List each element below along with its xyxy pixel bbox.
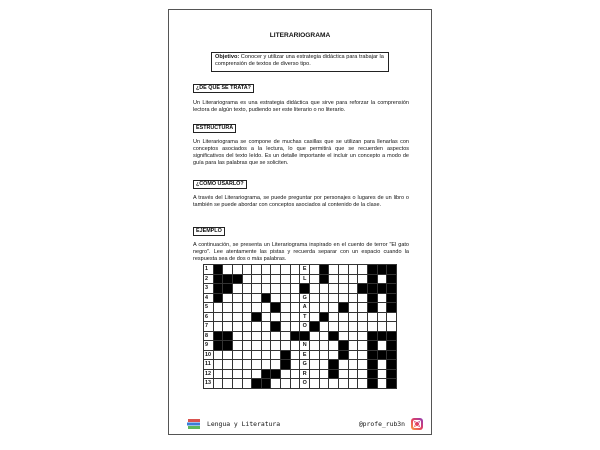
grid-blank-cell[interactable] xyxy=(348,331,358,341)
grid-black-cell xyxy=(387,331,397,341)
grid-blank-cell[interactable] xyxy=(232,284,242,294)
grid-blank-cell[interactable] xyxy=(261,331,271,341)
grid-blank-cell[interactable] xyxy=(271,360,281,370)
grid-black-cell xyxy=(271,322,281,332)
grid-blank-cell[interactable] xyxy=(223,303,233,313)
grid-blank-cell[interactable] xyxy=(290,369,300,379)
grid-blank-cell[interactable] xyxy=(242,341,252,351)
grid-blank-cell[interactable] xyxy=(232,369,242,379)
grid-blank-cell[interactable] xyxy=(290,322,300,332)
grid-blank-cell[interactable] xyxy=(338,360,348,370)
grid-blank-cell[interactable] xyxy=(242,360,252,370)
grid-black-cell xyxy=(223,331,233,341)
grid-row xyxy=(204,331,397,341)
grid-row-number: 6 xyxy=(204,312,214,322)
grid-blank-cell[interactable] xyxy=(290,274,300,284)
grid-blank-cell[interactable] xyxy=(213,350,223,360)
grid-blank-cell[interactable] xyxy=(213,369,223,379)
grid-black-cell xyxy=(261,293,271,303)
grid-black-cell xyxy=(223,341,233,351)
grid-blank-cell[interactable] xyxy=(213,303,223,313)
grid-blank-cell[interactable] xyxy=(329,379,339,389)
grid-black-cell xyxy=(310,322,320,332)
grid-blank-cell[interactable] xyxy=(348,341,358,351)
grid-blank-cell[interactable] xyxy=(252,274,262,284)
grid-blank-cell[interactable] xyxy=(377,360,387,370)
grid-blank-cell[interactable] xyxy=(223,360,233,370)
grid-blank-cell[interactable] xyxy=(358,312,368,322)
grid-blank-cell[interactable] xyxy=(319,284,329,294)
grid-row xyxy=(204,284,397,294)
grid-blank-cell[interactable] xyxy=(261,274,271,284)
grid-blank-cell[interactable] xyxy=(213,360,223,370)
grid-blank-cell[interactable] xyxy=(223,312,233,322)
grid-blank-cell[interactable] xyxy=(387,322,397,332)
instagram-icon[interactable] xyxy=(411,418,423,430)
grid-blank-cell[interactable] xyxy=(310,331,320,341)
grid-blank-cell[interactable] xyxy=(358,350,368,360)
grid-black-cell xyxy=(387,293,397,303)
grid-blank-cell[interactable] xyxy=(281,274,291,284)
grid-blank-cell[interactable] xyxy=(223,322,233,332)
grid-blank-cell[interactable] xyxy=(319,341,329,351)
grid-blank-cell[interactable] xyxy=(377,274,387,284)
grid-row xyxy=(204,265,397,275)
section-heading-estructura: ESTRUCTURA xyxy=(193,124,236,133)
grid-blank-cell[interactable] xyxy=(252,369,262,379)
grid-row-number: 8 xyxy=(204,331,214,341)
grid-row xyxy=(204,369,397,379)
grid-row xyxy=(204,293,397,303)
grid-blank-cell[interactable] xyxy=(329,350,339,360)
grid-black-cell xyxy=(232,274,242,284)
grid-blank-cell[interactable] xyxy=(358,293,368,303)
grid-blank-cell[interactable] xyxy=(348,360,358,370)
grid-black-cell xyxy=(367,331,377,341)
grid-black-cell xyxy=(387,274,397,284)
grid-blank-cell[interactable] xyxy=(310,265,320,275)
grid-guide-cell: L xyxy=(300,274,310,284)
literariograma-grid xyxy=(203,264,397,389)
grid-guide-cell: T xyxy=(300,312,310,322)
grid-black-cell xyxy=(367,265,377,275)
grid-blank-cell[interactable] xyxy=(310,369,320,379)
grid-blank-cell[interactable] xyxy=(271,350,281,360)
grid-blank-cell[interactable] xyxy=(387,312,397,322)
grid-blank-cell[interactable] xyxy=(271,341,281,351)
grid-black-cell xyxy=(377,284,387,294)
grid-blank-cell[interactable] xyxy=(338,322,348,332)
section-body-que-se-trata: Un Literariograma es una estrategia didáctica que sirve para reforzar la comprensión lectora de algún texto, pudiendo ser este literario o no literario. xyxy=(193,100,409,114)
grid-blank-cell[interactable] xyxy=(261,284,271,294)
grid-blank-cell[interactable] xyxy=(329,322,339,332)
grid-black-cell xyxy=(319,312,329,322)
grid-blank-cell[interactable] xyxy=(377,322,387,332)
grid-black-cell xyxy=(367,274,377,284)
grid-blank-cell[interactable] xyxy=(329,293,339,303)
grid-blank-cell[interactable] xyxy=(290,303,300,313)
grid-blank-cell[interactable] xyxy=(338,379,348,389)
grid-blank-cell[interactable] xyxy=(252,284,262,294)
grid-blank-cell[interactable] xyxy=(242,331,252,341)
grid-blank-cell[interactable] xyxy=(271,284,281,294)
objective-text: Conocer y utilizar una estrategia didáctica para trabajar la comprensión de textos de diverso tipo. xyxy=(215,54,384,67)
grid-blank-cell[interactable] xyxy=(232,312,242,322)
grid-black-cell xyxy=(367,360,377,370)
grid-black-cell xyxy=(338,303,348,313)
grid-blank-cell[interactable] xyxy=(281,322,291,332)
grid-black-cell xyxy=(387,341,397,351)
grid-black-cell xyxy=(329,331,339,341)
grid-blank-cell[interactable] xyxy=(261,341,271,351)
grid-row-number: 5 xyxy=(204,303,214,313)
grid-row xyxy=(204,350,397,360)
grid-black-cell xyxy=(367,379,377,389)
grid-black-cell xyxy=(367,303,377,313)
grid-blank-cell[interactable] xyxy=(223,293,233,303)
grid-blank-cell[interactable] xyxy=(290,312,300,322)
section-heading-ejemplo: EJEMPLO xyxy=(193,227,225,236)
footer-left xyxy=(187,418,280,430)
grid-blank-cell[interactable] xyxy=(377,312,387,322)
grid-blank-cell[interactable] xyxy=(223,350,233,360)
grid-blank-cell[interactable] xyxy=(232,265,242,275)
grid-black-cell xyxy=(213,341,223,351)
grid-blank-cell[interactable] xyxy=(329,274,339,284)
grid-black-cell xyxy=(338,350,348,360)
section-heading-como-usarlo: ¿CÓMO USARLO? xyxy=(193,180,247,189)
grid-black-cell xyxy=(377,265,387,275)
grid-row-number: 13 xyxy=(204,379,214,389)
grid-blank-cell[interactable] xyxy=(319,369,329,379)
grid-blank-cell[interactable] xyxy=(242,274,252,284)
grid-blank-cell[interactable] xyxy=(338,284,348,294)
grid-blank-cell[interactable] xyxy=(319,350,329,360)
section-body-como-usarlo: A través del Literariograma, se puede preguntar por personajes o lugares de un libro o también se puede abordar con conceptos asociados al contenido de la clase. xyxy=(193,195,409,209)
grid-black-cell xyxy=(387,284,397,294)
grid-black-cell xyxy=(213,293,223,303)
grid-blank-cell[interactable] xyxy=(310,341,320,351)
grid-row-number: 1 xyxy=(204,265,214,275)
grid-black-cell xyxy=(261,379,271,389)
grid-blank-cell[interactable] xyxy=(232,293,242,303)
footer-subject: Lengua y Literatura xyxy=(207,420,281,428)
grid-black-cell xyxy=(329,369,339,379)
grid-blank-cell[interactable] xyxy=(348,379,358,389)
grid-blank-cell[interactable] xyxy=(338,369,348,379)
section-body-ejemplo: A continuación, se presenta un Literariograma inspirado en el cuento de terror "El gato negro". Lee atentamente las pistas y recuerda separar con un espacio cuando la respuesta sea de dos o más palabras. xyxy=(193,242,409,263)
grid-blank-cell[interactable] xyxy=(252,293,262,303)
grid-row-number: 3 xyxy=(204,284,214,294)
grid-blank-cell[interactable] xyxy=(377,303,387,313)
grid-blank-cell[interactable] xyxy=(213,379,223,389)
grid-black-cell xyxy=(377,350,387,360)
grid-blank-cell[interactable] xyxy=(310,284,320,294)
footer-right xyxy=(359,417,423,431)
grid-blank-cell[interactable] xyxy=(232,360,242,370)
grid-blank-cell[interactable] xyxy=(223,369,233,379)
grid-blank-cell[interactable] xyxy=(329,265,339,275)
grid-blank-cell[interactable] xyxy=(319,331,329,341)
grid-blank-cell[interactable] xyxy=(377,341,387,351)
grid-blank-cell[interactable] xyxy=(310,360,320,370)
grid-guide-cell xyxy=(300,284,310,294)
grid-blank-cell[interactable] xyxy=(310,274,320,284)
grid-black-cell xyxy=(367,369,377,379)
grid-blank-cell[interactable] xyxy=(358,322,368,332)
grid-black-cell xyxy=(319,265,329,275)
grid-blank-cell[interactable] xyxy=(367,312,377,322)
grid-blank-cell[interactable] xyxy=(232,341,242,351)
grid-black-cell xyxy=(213,274,223,284)
grid-black-cell xyxy=(252,379,262,389)
grid-blank-cell[interactable] xyxy=(261,303,271,313)
grid-guide-cell: O xyxy=(300,322,310,332)
grid-blank-cell[interactable] xyxy=(329,341,339,351)
grid-row-number: 9 xyxy=(204,341,214,351)
grid-blank-cell[interactable] xyxy=(290,360,300,370)
grid-blank-cell[interactable] xyxy=(242,312,252,322)
grid-row-number: 12 xyxy=(204,369,214,379)
worksheet-page xyxy=(168,9,432,435)
grid-blank-cell[interactable] xyxy=(348,322,358,332)
grid-blank-cell[interactable] xyxy=(290,265,300,275)
grid-blank-cell[interactable] xyxy=(242,284,252,294)
grid-blank-cell[interactable] xyxy=(358,331,368,341)
grid-black-cell xyxy=(387,360,397,370)
grid-blank-cell[interactable] xyxy=(290,350,300,360)
grid-blank-cell[interactable] xyxy=(319,303,329,313)
grid-blank-cell[interactable] xyxy=(329,312,339,322)
grid-row-number: 7 xyxy=(204,322,214,332)
grid-black-cell xyxy=(387,350,397,360)
grid-guide-cell: E xyxy=(300,265,310,275)
grid-row xyxy=(204,360,397,370)
grid-black-cell xyxy=(271,369,281,379)
grid-guide-cell: E xyxy=(300,350,310,360)
grid-blank-cell[interactable] xyxy=(348,350,358,360)
books-icon xyxy=(187,418,201,430)
grid-row xyxy=(204,274,397,284)
grid-guide-cell: G xyxy=(300,293,310,303)
grid-guide-cell: R xyxy=(300,369,310,379)
grid-black-cell xyxy=(367,350,377,360)
grid-blank-cell[interactable] xyxy=(281,341,291,351)
grid-blank-cell[interactable] xyxy=(281,284,291,294)
grid-blank-cell[interactable] xyxy=(310,303,320,313)
grid-blank-cell[interactable] xyxy=(252,265,262,275)
grid-blank-cell[interactable] xyxy=(319,293,329,303)
grid-blank-cell[interactable] xyxy=(367,322,377,332)
grid-blank-cell[interactable] xyxy=(232,331,242,341)
grid-row xyxy=(204,379,397,389)
grid-blank-cell[interactable] xyxy=(377,369,387,379)
grid-blank-cell[interactable] xyxy=(338,312,348,322)
grid-blank-cell[interactable] xyxy=(232,322,242,332)
grid-blank-cell[interactable] xyxy=(377,293,387,303)
grid-blank-cell[interactable] xyxy=(213,322,223,332)
grid-blank-cell[interactable] xyxy=(329,284,339,294)
grid-blank-cell[interactable] xyxy=(338,274,348,284)
grid-blank-cell[interactable] xyxy=(358,360,368,370)
grid-blank-cell[interactable] xyxy=(348,303,358,313)
grid-blank-cell[interactable] xyxy=(290,284,300,294)
grid-blank-cell[interactable] xyxy=(271,265,281,275)
grid-blank-cell[interactable] xyxy=(242,322,252,332)
objective-box xyxy=(211,52,389,72)
grid-blank-cell[interactable] xyxy=(358,369,368,379)
grid-black-cell xyxy=(367,284,377,294)
grid-blank-cell[interactable] xyxy=(348,274,358,284)
grid-blank-cell[interactable] xyxy=(348,369,358,379)
objective-label: Objetivo: xyxy=(215,54,240,60)
grid-blank-cell[interactable] xyxy=(261,312,271,322)
grid-blank-cell[interactable] xyxy=(281,312,291,322)
grid-blank-cell[interactable] xyxy=(213,312,223,322)
grid-black-cell xyxy=(329,360,339,370)
grid-blank-cell[interactable] xyxy=(281,331,291,341)
grid-guide-cell: O xyxy=(300,379,310,389)
grid-blank-cell[interactable] xyxy=(348,284,358,294)
grid-blank-cell[interactable] xyxy=(252,350,262,360)
grid-guide-cell: G xyxy=(300,360,310,370)
page-title: LITERARIOGRAMA xyxy=(269,32,331,39)
grid-row xyxy=(204,322,397,332)
grid-black-cell xyxy=(213,331,223,341)
grid-black-cell xyxy=(271,303,281,313)
grid-blank-cell[interactable] xyxy=(290,379,300,389)
grid-black-cell xyxy=(213,265,223,275)
footer-handle[interactable]: @profe_rub3n xyxy=(358,420,405,428)
grid-black-cell xyxy=(319,274,329,284)
grid-blank-cell[interactable] xyxy=(232,379,242,389)
grid-black-cell xyxy=(387,265,397,275)
grid-blank-cell[interactable] xyxy=(261,322,271,332)
grid-black-cell xyxy=(358,284,368,294)
grid-blank-cell[interactable] xyxy=(242,265,252,275)
grid-black-cell xyxy=(213,284,223,294)
grid-blank-cell[interactable] xyxy=(310,379,320,389)
grid-black-cell xyxy=(281,350,291,360)
grid-blank-cell[interactable] xyxy=(242,350,252,360)
grid-blank-cell[interactable] xyxy=(319,360,329,370)
grid-blank-cell[interactable] xyxy=(242,369,252,379)
grid-black-cell xyxy=(261,369,271,379)
grid-blank-cell[interactable] xyxy=(310,312,320,322)
grid-row xyxy=(204,303,397,313)
grid-blank-cell[interactable] xyxy=(358,274,368,284)
grid-blank-cell[interactable] xyxy=(358,265,368,275)
grid-black-cell xyxy=(281,360,291,370)
grid-blank-cell[interactable] xyxy=(261,360,271,370)
grid-blank-cell[interactable] xyxy=(310,350,320,360)
grid-row xyxy=(204,341,397,351)
grid-blank-cell[interactable] xyxy=(242,303,252,313)
grid-black-cell xyxy=(387,379,397,389)
grid-blank-cell[interactable] xyxy=(261,265,271,275)
grid-blank-cell[interactable] xyxy=(271,274,281,284)
grid-blank-cell[interactable] xyxy=(242,379,252,389)
grid-blank-cell[interactable] xyxy=(252,303,262,313)
grid-blank-cell[interactable] xyxy=(271,379,281,389)
grid-blank-cell[interactable] xyxy=(348,265,358,275)
grid-blank-cell[interactable] xyxy=(310,293,320,303)
grid-blank-cell[interactable] xyxy=(252,341,262,351)
grid-black-cell xyxy=(223,274,233,284)
grid-blank-cell[interactable] xyxy=(358,303,368,313)
grid-blank-cell[interactable] xyxy=(223,379,233,389)
grid-black-cell xyxy=(290,331,300,341)
grid-blank-cell[interactable] xyxy=(232,350,242,360)
grid-row-number: 2 xyxy=(204,274,214,284)
grid-blank-cell[interactable] xyxy=(223,265,233,275)
grid-blank-cell[interactable] xyxy=(319,379,329,389)
grid-blank-cell[interactable] xyxy=(281,265,291,275)
grid-guide-cell: N xyxy=(300,341,310,351)
grid-blank-cell[interactable] xyxy=(348,293,358,303)
grid-blank-cell[interactable] xyxy=(281,303,291,313)
grid-blank-cell[interactable] xyxy=(348,312,358,322)
grid-blank-cell[interactable] xyxy=(271,293,281,303)
grid-guide-cell xyxy=(300,331,310,341)
grid-row-number: 11 xyxy=(204,360,214,370)
grid-black-cell xyxy=(387,369,397,379)
grid-blank-cell[interactable] xyxy=(281,379,291,389)
grid-row-number: 10 xyxy=(204,350,214,360)
grid-blank-cell[interactable] xyxy=(242,293,252,303)
grid-blank-cell[interactable] xyxy=(329,303,339,313)
section-body-estructura: Un Literariograma se compone de muchas casillas que se utilizan para llenarlas con conceptos asociados a la lectura, lo que permitirá que se recuerden aspectos significativos del texto leído. Es un detalle importante el incluir un concepto a modo de guía para las palabras que se soliciten. xyxy=(193,139,409,167)
grid-blank-cell[interactable] xyxy=(358,341,368,351)
grid-blank-cell[interactable] xyxy=(338,331,348,341)
grid-blank-cell[interactable] xyxy=(252,331,262,341)
grid-black-cell xyxy=(338,341,348,351)
grid-blank-cell[interactable] xyxy=(290,293,300,303)
grid-blank-cell[interactable] xyxy=(271,312,281,322)
grid-blank-cell[interactable] xyxy=(232,303,242,313)
grid-blank-cell[interactable] xyxy=(252,322,262,332)
grid-blank-cell[interactable] xyxy=(281,293,291,303)
grid-black-cell xyxy=(367,293,377,303)
grid-blank-cell[interactable] xyxy=(338,293,348,303)
grid-blank-cell[interactable] xyxy=(377,379,387,389)
grid-row xyxy=(204,312,397,322)
grid-row-number: 4 xyxy=(204,293,214,303)
grid-blank-cell[interactable] xyxy=(319,322,329,332)
grid-blank-cell[interactable] xyxy=(252,360,262,370)
grid-blank-cell[interactable] xyxy=(271,331,281,341)
grid-blank-cell[interactable] xyxy=(281,369,291,379)
grid-guide-cell: A xyxy=(300,303,310,313)
grid-black-cell xyxy=(377,331,387,341)
grid-black-cell xyxy=(367,341,377,351)
grid-black-cell xyxy=(223,284,233,294)
grid-blank-cell[interactable] xyxy=(338,265,348,275)
grid-black-cell xyxy=(387,303,397,313)
grid-blank-cell[interactable] xyxy=(358,379,368,389)
grid-blank-cell[interactable] xyxy=(261,350,271,360)
grid-black-cell xyxy=(252,312,262,322)
section-heading-que-se-trata: ¿DE QUÉ SE TRATA? xyxy=(193,84,254,93)
grid-blank-cell[interactable] xyxy=(290,341,300,351)
